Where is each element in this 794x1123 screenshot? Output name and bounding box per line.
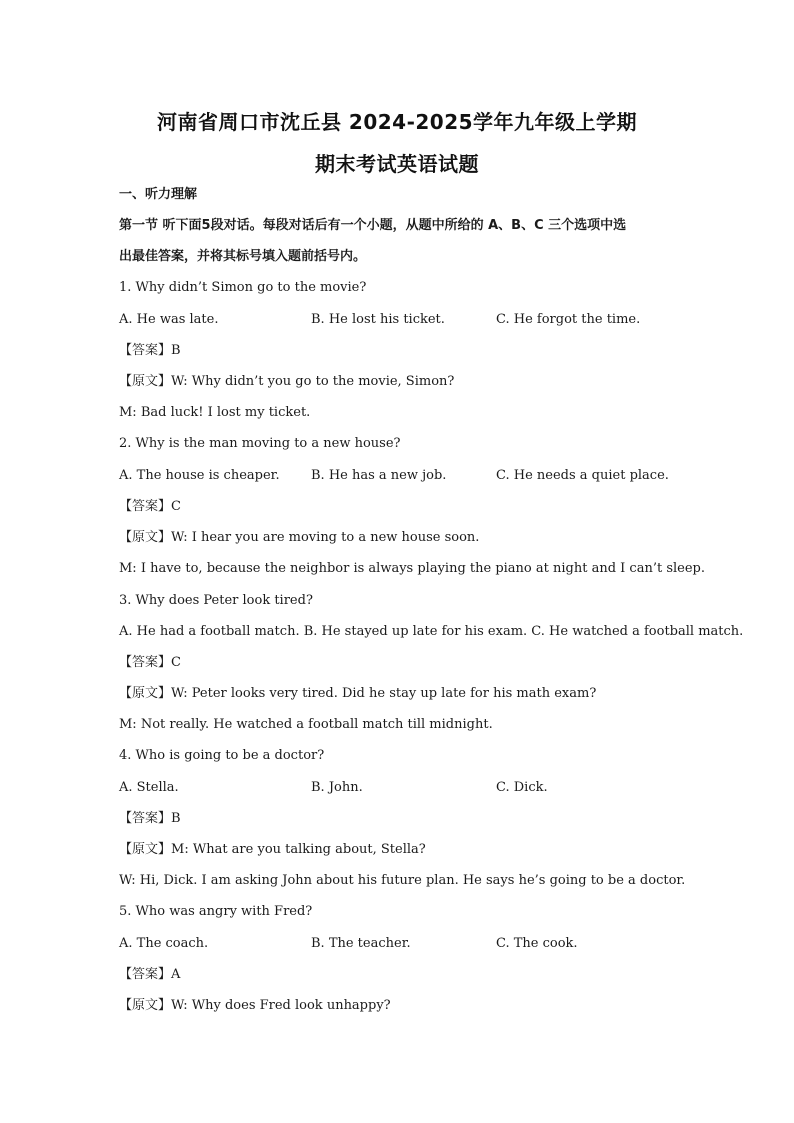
question-2-transcript bbox=[119, 529, 699, 547]
transcript-line: W: Why didn’t you go to the movie, Simon? bbox=[171, 374, 455, 389]
question-5-option-c: C. The cook. bbox=[496, 936, 578, 951]
answer-value: A bbox=[171, 967, 181, 982]
question-4-transcript bbox=[119, 841, 699, 859]
answer-tag: 【答案】 bbox=[119, 343, 172, 358]
document-title-line1: 河南省周口市沈丘县 2024-2025学年九年级上学期 bbox=[156, 110, 638, 134]
transcript-tag: 【原文】 bbox=[119, 530, 172, 545]
question-2-answer bbox=[119, 498, 699, 516]
transcript-line: W: Peter looks very tired. Did he stay up late for his math exam? bbox=[171, 686, 597, 701]
section-heading: 一、听力理解 bbox=[119, 187, 198, 202]
question-1-transcript bbox=[119, 373, 699, 391]
question-4-option-a: A. Stella. bbox=[119, 780, 179, 795]
question-2: 2. Why is the man moving to a new house? bbox=[119, 436, 401, 451]
answer-tag: 【答案】 bbox=[119, 499, 172, 514]
transcript-tag: 【原文】 bbox=[119, 842, 172, 857]
question-3-transcript-reply: M: Not really. He watched a football match till midnight. bbox=[119, 717, 493, 732]
question-5-transcript bbox=[119, 997, 699, 1015]
question-4-option-b: B. John. bbox=[311, 780, 363, 795]
question-1-transcript-reply: M: Bad luck! I lost my ticket. bbox=[119, 405, 311, 420]
question-1-answer bbox=[119, 342, 699, 360]
question-1-option-c: C. He forgot the time. bbox=[496, 312, 641, 327]
transcript-tag: 【原文】 bbox=[119, 998, 172, 1013]
answer-value: C bbox=[171, 499, 181, 514]
answer-value: C bbox=[171, 655, 181, 670]
question-4-option-c: C. Dick. bbox=[496, 780, 548, 795]
question-5-option-b: B. The teacher. bbox=[311, 936, 411, 951]
answer-value: B bbox=[171, 811, 181, 826]
question-3-options: A. He had a football match. B. He stayed up late for his exam. C. He watched a football match. bbox=[119, 624, 744, 639]
question-2-option-c: C. He needs a quiet place. bbox=[496, 468, 669, 483]
transcript-line: W: I hear you are moving to a new house soon. bbox=[171, 530, 480, 545]
answer-tag: 【答案】 bbox=[119, 811, 172, 826]
question-1-option-b: B. He lost his ticket. bbox=[311, 312, 445, 327]
question-2-option-b: B. He has a new job. bbox=[311, 468, 447, 483]
question-2-option-a: A. The house is cheaper. bbox=[119, 468, 280, 483]
answer-value: B bbox=[171, 343, 181, 358]
answer-tag: 【答案】 bbox=[119, 655, 172, 670]
question-5-answer bbox=[119, 966, 699, 984]
question-4-transcript-reply: W: Hi, Dick. I am asking John about his future plan. He says he’s going to be a doctor. bbox=[119, 873, 686, 888]
question-5: 5. Who was angry with Fred? bbox=[119, 904, 313, 919]
question-3: 3. Why does Peter look tired? bbox=[119, 593, 313, 608]
transcript-line: M: What are you talking about, Stella? bbox=[171, 842, 426, 857]
instructions-line1: 第一节 听下面5段对话。每段对话后有一个小题，从题中所给的 A、B、C 三个选项中选 bbox=[119, 218, 627, 233]
question-4: 4. Who is going to be a doctor? bbox=[119, 748, 325, 763]
transcript-tag: 【原文】 bbox=[119, 686, 172, 701]
question-1: 1. Why didn’t Simon go to the movie? bbox=[119, 280, 367, 295]
document-title-line2: 期末考试英语试题 bbox=[315, 152, 479, 176]
transcript-line: W: Why does Fred look unhappy? bbox=[171, 998, 391, 1013]
answer-tag: 【答案】 bbox=[119, 967, 172, 982]
transcript-tag: 【原文】 bbox=[119, 374, 172, 389]
instructions-line2: 出最佳答案，并将其标号填入题前括号内。 bbox=[119, 249, 367, 264]
question-5-option-a: A. The coach. bbox=[119, 936, 209, 951]
question-4-answer bbox=[119, 810, 699, 828]
question-3-transcript bbox=[119, 685, 699, 703]
question-3-answer bbox=[119, 654, 699, 672]
question-1-option-a: A. He was late. bbox=[119, 312, 219, 327]
question-2-transcript-reply: M: I have to, because the neighbor is always playing the piano at night and I can’t sleep. bbox=[119, 561, 705, 576]
